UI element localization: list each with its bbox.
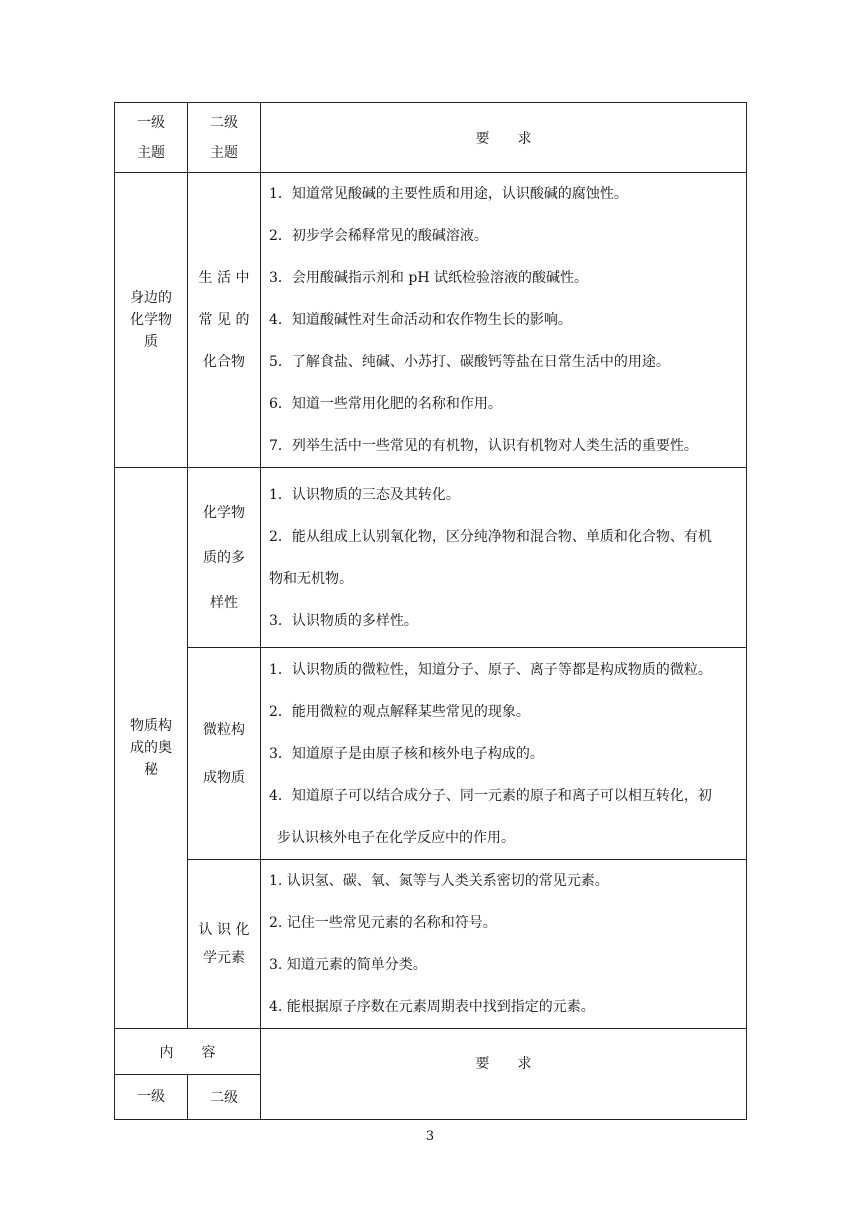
group-level2	[188, 648, 261, 860]
requirement-item: 6．知道一些常用化肥的名称和作用。	[269, 396, 502, 412]
requirement-item: 1. 认识氢、碳、氧、氮等与人类关系密切的常见元素。	[269, 873, 609, 889]
curriculum-table	[114, 102, 747, 1120]
section-row	[115, 173, 747, 468]
footer-level1: 一级	[115, 1075, 188, 1120]
requirement-item: 1．认识物质的三态及其转化。	[269, 486, 460, 503]
level1-line: 化学物	[130, 312, 172, 328]
requirement-item: 4．知道酸碱性对生命活动和农作物生长的影响。	[269, 312, 572, 328]
header-level2-line: 主题	[210, 144, 238, 161]
footer-content-label: 内容	[115, 1029, 261, 1075]
requirement-item-continuation: 物和无机物。	[269, 570, 353, 587]
header-row	[115, 103, 747, 173]
group-level2	[188, 468, 261, 648]
footer-level2: 二级	[188, 1075, 261, 1120]
requirement-item: 3. 知道元素的简单分类。	[269, 957, 427, 973]
footer-row	[115, 1029, 747, 1075]
requirement-item: 2．初步学会稀释常见的酸碱溶液。	[269, 228, 488, 244]
level2-line: 质的多	[203, 549, 245, 566]
requirement-item-continuation: 步认识核外电子在化学反应中的作用。	[277, 829, 515, 846]
requirement-item: 5．了解食盐、纯碱、小苏打、碳酸钙等盐在日常生活中的用途。	[269, 354, 670, 370]
requirement-item: 7．列举生活中一些常见的有机物，认识有机物对人类生活的重要性。	[269, 438, 698, 454]
level2-line: 化学物	[203, 504, 245, 521]
level2-line: 微粒构	[203, 721, 245, 738]
level2-line: 生 活 中	[198, 270, 250, 286]
page-number: 3	[425, 1129, 435, 1144]
level2-line: 学元素	[203, 950, 245, 966]
header-level1-line: 主题	[137, 144, 165, 161]
level2-line: 样性	[210, 594, 238, 611]
header-level2-line: 二级	[210, 114, 238, 131]
level1-line: 秘	[144, 762, 158, 778]
requirement-item: 3．知道原子是由原子核和核外电子构成的。	[269, 745, 544, 762]
requirements-cell	[261, 468, 747, 648]
level1-line: 身边的	[130, 290, 172, 306]
requirements-cell	[261, 173, 747, 468]
header-level1-line: 一级	[137, 114, 165, 131]
level2-line: 化合物	[203, 354, 245, 370]
group-level2	[188, 173, 261, 468]
section-level1	[115, 173, 188, 468]
requirement-item: 2. 记住一些常见元素的名称和符号。	[269, 915, 497, 931]
group-row	[115, 648, 747, 860]
header-level2	[188, 103, 261, 173]
level1-line: 物质构	[130, 718, 172, 734]
requirements-cell	[261, 648, 747, 860]
section-row	[115, 468, 747, 648]
level2-line: 成物质	[203, 769, 245, 786]
requirement-item: 4. 能根据原子序数在元素周期表中找到指定的元素。	[269, 999, 595, 1015]
group-level2	[188, 860, 261, 1029]
level1-line: 质	[144, 334, 158, 350]
header-requirement: 要求	[261, 103, 747, 173]
requirement-item: 1．认识物质的微粒性，知道分子、原子、离子等都是构成物质的微粒。	[269, 661, 712, 678]
footer-requirement: 要求	[261, 1029, 747, 1120]
level2-line: 常 见 的	[198, 312, 250, 328]
requirement-item: 3．认识物质的多样性。	[269, 612, 418, 629]
requirement-item: 2．能用微粒的观点解释某些常见的现象。	[269, 703, 530, 720]
requirement-item: 1．知道常见酸碱的主要性质和用途，认识酸碱的腐蚀性。	[269, 186, 628, 202]
section-level1	[115, 468, 188, 1029]
header-level1	[115, 103, 188, 173]
group-row	[115, 860, 747, 1029]
requirement-item: 2．能从组成上认别氧化物，区分纯净物和混合物、单质和化合物、有机	[269, 528, 712, 545]
requirement-item: 4．知道原子可以结合成分子、同一元素的原子和离子可以相互转化，初	[269, 787, 712, 804]
level2-line: 认 识 化	[198, 922, 250, 938]
requirement-item: 3．会用酸碱指示剂和 pH 试纸检验溶液的酸碱性。	[269, 270, 588, 286]
level1-line: 成的奥	[130, 740, 172, 756]
requirements-cell	[261, 860, 747, 1029]
